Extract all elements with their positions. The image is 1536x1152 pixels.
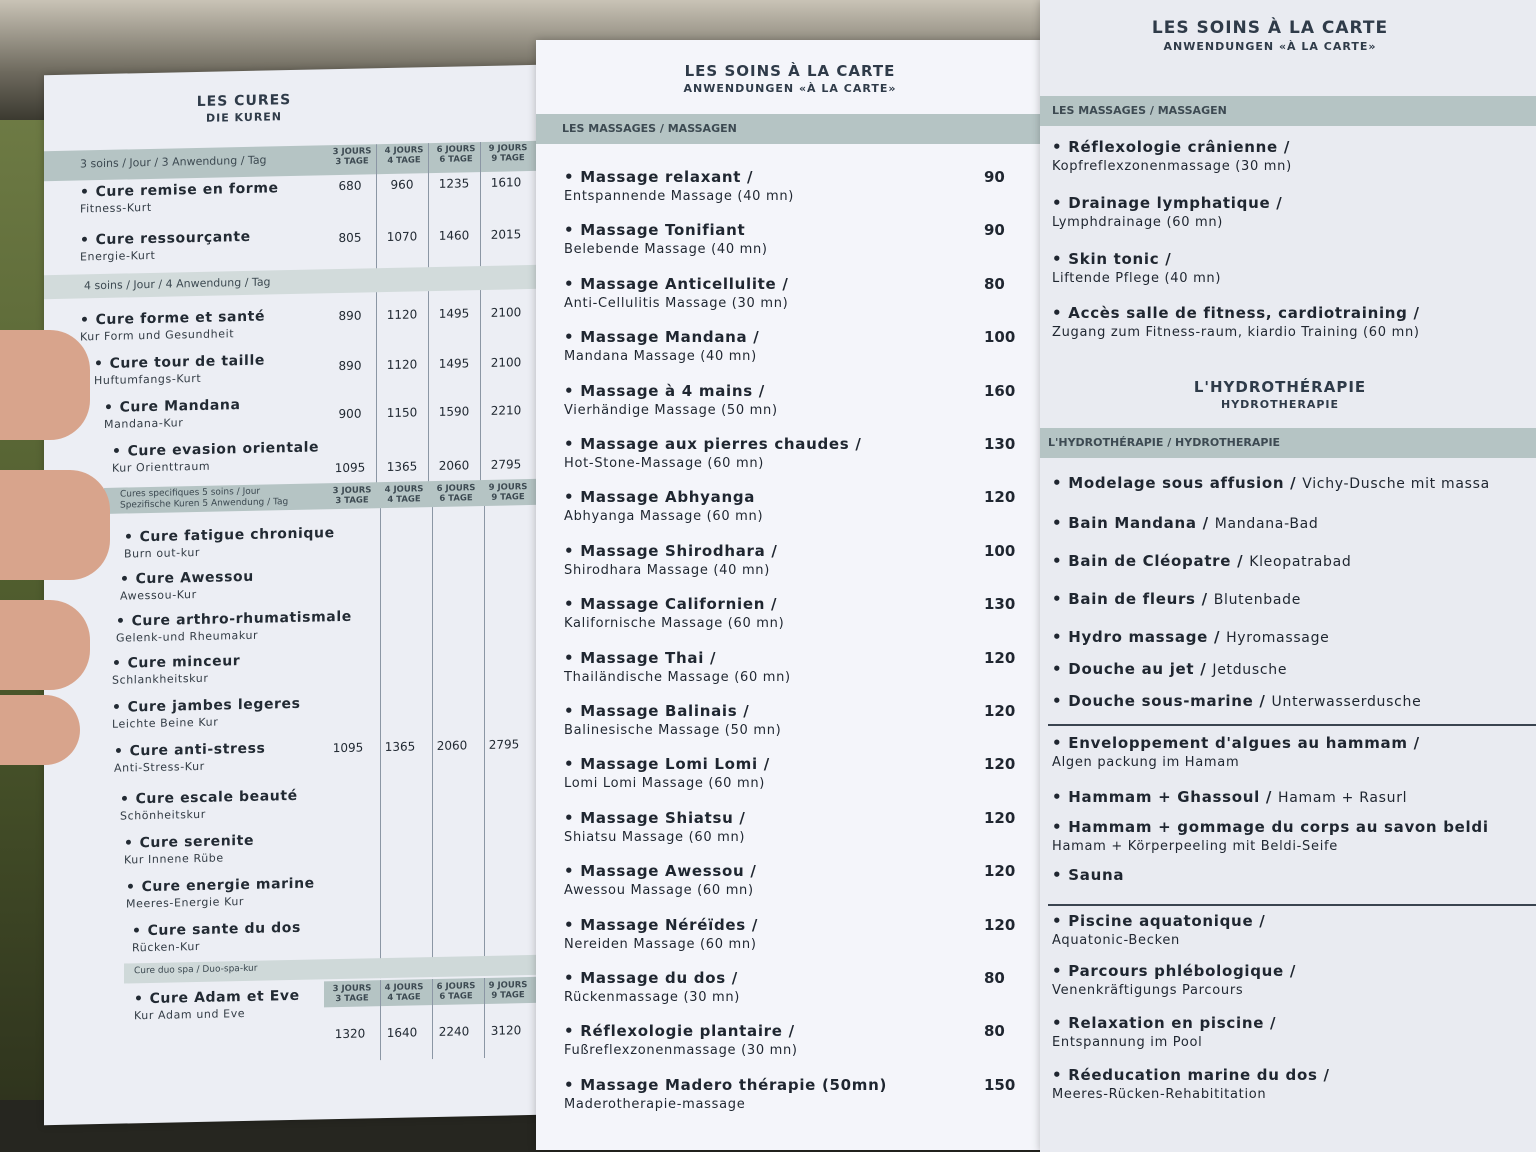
- massage-price: 120: [984, 915, 1016, 934]
- carte-panel: [536, 40, 1044, 1150]
- massage-name: • Massage Shiatsu /: [564, 809, 746, 827]
- massage-price: 120: [984, 702, 1016, 720]
- finger: [0, 600, 90, 690]
- massage-item: [564, 168, 1005, 204]
- massage-price: 120: [984, 808, 1016, 827]
- massage-item: • Accès salle de fitness, cardiotraining / Zugang zum Fitness-raum, kiardio Training (60 mn): [1052, 304, 1420, 340]
- col-9-jours: 9 JOURS 9 TAGE: [488, 143, 528, 164]
- massage-price: 80: [984, 1022, 1005, 1041]
- cures-subtitle: DIE KUREN: [205, 110, 283, 125]
- massage-item: [564, 488, 1016, 525]
- massage-item: [564, 969, 1005, 1005]
- finger: [0, 330, 90, 440]
- band-label: 3 soins / Jour / 3 Anwendung / Tag: [80, 153, 267, 171]
- massage-item: [564, 381, 1016, 418]
- massage-name: • Massage Mandana /: [564, 328, 759, 346]
- massage-subtitle: Hot-Stone-Massage (60 mn): [564, 456, 765, 471]
- massage-subtitle: Rückenmassage (30 mn): [564, 990, 741, 1005]
- day-columns: [326, 143, 534, 167]
- massage-price: 160: [984, 381, 1016, 400]
- massage-subtitle: Shiatsu Massage (60 mn): [564, 829, 746, 845]
- massage-name: • Massage Abhyanga: [564, 488, 763, 506]
- massage-item: [564, 702, 1016, 738]
- massage-item: [564, 328, 1016, 365]
- massage-subtitle: Belebende Massage (40 mn): [564, 242, 768, 258]
- cure-item: • Cure Adam et Eve Kur Adam und Eve: [134, 988, 300, 1022]
- massage-name: • Massage aux pierres chaudes /: [564, 435, 862, 453]
- col-3-jours: 3 JOURS 3 TAGE: [332, 146, 372, 168]
- hammam-item: • Sauna: [1052, 866, 1124, 884]
- massage-price: 80: [984, 274, 1005, 293]
- cure-prices: 1320 1640 2240 3120: [334, 1023, 522, 1042]
- massage-price: 130: [984, 595, 1016, 614]
- band-massages: LES MASSAGES / MASSAGEN: [536, 114, 1044, 144]
- cure-item: • Cure serenite Kur Innene Rübe: [124, 833, 254, 867]
- massage-name: • Massage Balinais /: [564, 702, 781, 720]
- carte-title: LES SOINS À LA CARTE ANWENDUNGEN «À LA CARTE»: [536, 62, 1044, 95]
- band-hydro: L'HYDROTHÉRAPIE / HYDROTHERAPIE: [1040, 428, 1536, 458]
- finger: [0, 695, 80, 765]
- cure-item: • Cure forme et santé Kur Form und Gesundheit: [80, 309, 265, 344]
- pool-item: • Parcours phlébologique / Venenkräftigungs Parcours: [1052, 962, 1296, 998]
- col-6-jours: 6 JOURS 6 TAGE: [436, 144, 476, 165]
- massage-subtitle: Vierhändige Massage (50 mn): [564, 402, 778, 418]
- massage-subtitle: Thailändische Massage (60 mn): [564, 669, 791, 685]
- massage-name: • Massage Néréïdes /: [564, 916, 758, 934]
- massage-price: 120: [984, 862, 1016, 881]
- massage-name: • Massage Californien /: [564, 595, 784, 613]
- massage-item: [564, 435, 1016, 471]
- massage-item: [564, 274, 1005, 311]
- massage-subtitle: Mandana Massage (40 mn): [564, 349, 757, 365]
- massage-item: [564, 1022, 1005, 1059]
- massage-price: 150: [984, 1075, 1016, 1094]
- cure-item: • Cure sante du dos Rücken-Kur: [132, 920, 301, 955]
- divider: [1048, 724, 1536, 726]
- massage-subtitle: Lomi Lomi Massage (60 mn): [564, 776, 766, 792]
- massage-item: [564, 595, 1016, 632]
- cure-item: • Cure Awessou Awessou-Kur: [120, 569, 254, 603]
- hydro-subtitle: HYDROTHERAPIE: [1221, 398, 1339, 411]
- band-4-soins: 4 soins / Jour / 4 Anwendung / Tag: [44, 265, 540, 299]
- right-panel: [1040, 0, 1536, 1152]
- hydro-item: • Douche au jet / Jetdusche: [1052, 660, 1287, 678]
- massage-price: 80: [984, 969, 1005, 987]
- massage-name: • Massage à 4 mains /: [564, 382, 778, 400]
- massage-subtitle: Maderotherapie-massage: [564, 1096, 746, 1112]
- band-duo-spa: Cure duo spa / Duo-spa-kur: [124, 955, 540, 984]
- massage-item: • Skin tonic / Liftende Pflege (40 mn): [1052, 250, 1221, 286]
- massage-item: [564, 808, 1016, 845]
- cure-item: • Cure fatigue chronique Burn out-kur: [124, 525, 335, 560]
- cure-prices: 890 1120 1495 2100: [338, 305, 522, 324]
- hydro-item: • Modelage sous affusion / Vichy-Dusche mit massa: [1052, 474, 1490, 492]
- cure-prices: 680 960 1235 1610: [338, 175, 522, 194]
- col-4-jours: 4 JOURS 4 TAGE: [384, 145, 424, 167]
- hydro-title: L'HYDROTHÉRAPIE HYDROTHERAPIE: [1140, 378, 1420, 411]
- massage-item: [564, 862, 1016, 899]
- massage-item: [564, 541, 1016, 578]
- massage-price: 120: [984, 648, 1016, 667]
- hydro-item: • Hydro massage / Hyromassage: [1052, 628, 1330, 646]
- massage-item: [564, 755, 1016, 792]
- band-specifiques: Cures specifiques 5 soins / Jour Spezifische Kuren 5 Anwendung / Tag 3 JOURS 3 TAGE 4 JOURS 4 TAGE 6 JOURS 6 TAGE 9 JOURS 9 TAGE: [104, 479, 540, 514]
- massage-subtitle: Anti-Cellulitis Massage (30 mn): [564, 295, 789, 311]
- cure-prices: 890 1120 1495 2100: [338, 355, 522, 374]
- band-massages-right: LES MASSAGES / MASSAGEN: [1040, 96, 1536, 126]
- band-duo-columns: 3 JOURS 3 TAGE 4 JOURS 4 TAGE 6 JOURS 6 TAGE 9 JOURS 9 TAGE: [324, 977, 540, 1008]
- divider: [1048, 904, 1536, 906]
- massage-item: • Réflexologie crânienne / Kopfreflexzonenmassage (30 mn): [1052, 138, 1292, 174]
- cure-prices-group: 1095 1365 2060 2795: [332, 737, 520, 756]
- cure-item: • Cure tour de taille Huftumfangs-Kurt: [94, 353, 265, 388]
- massage-name: • Massage Thai /: [564, 649, 791, 667]
- cures-title: LES CURES DIE KUREN: [44, 89, 444, 128]
- cure-item: • Cure arthro-rhumatismale Gelenk-und Rheumakur: [116, 609, 352, 645]
- cure-item: • Cure minceur Schlankheitskur: [112, 653, 240, 687]
- cure-item: • Cure ressourçante Energie-Kurt: [80, 229, 251, 264]
- cure-item: • Cure energie marine Meeres-Energie Kur: [126, 876, 315, 911]
- hydro-item: • Bain de fleurs / Blutenbade: [1052, 590, 1301, 608]
- band-3-soins: [44, 141, 540, 181]
- massage-price: 100: [984, 541, 1016, 560]
- massage-subtitle: Awessou Massage (60 mn): [564, 883, 754, 899]
- massage-item: [564, 915, 1016, 952]
- massage-name: • Massage Anticellulite /: [564, 275, 789, 293]
- cure-item: • Cure anti-stress Anti-Stress-Kur: [114, 741, 265, 775]
- massage-name: • Réflexologie plantaire /: [564, 1022, 798, 1040]
- hydro-item: • Bain Mandana / Mandana-Bad: [1052, 514, 1319, 532]
- massage-name: • Massage Tonifiant: [564, 221, 768, 239]
- right-subtitle: ANWENDUNGEN «À LA CARTE»: [1163, 40, 1377, 53]
- cures-panel: [44, 65, 540, 1125]
- massage-name: • Massage Madero thérapie (50mn): [564, 1076, 887, 1094]
- massage-price: 100: [984, 328, 1016, 347]
- massage-price: 90: [984, 168, 1005, 186]
- hydro-item: • Bain de Cléopatre / Kleopatrabad: [1052, 552, 1352, 570]
- massage-name: • Massage Awessou /: [564, 862, 757, 880]
- cure-item: • Cure escale beauté Schönheitskur: [120, 788, 298, 823]
- massage-subtitle: Entspannende Massage (40 mn): [564, 189, 795, 204]
- hammam-item: • Enveloppement d'algues au hammam / Algen packung im Hamam: [1052, 734, 1420, 770]
- cure-item: • Cure evasion orientale Kur Orienttraum: [112, 439, 319, 474]
- massage-subtitle: Kalifornische Massage (60 mn): [564, 616, 785, 632]
- massage-price: 120: [984, 488, 1016, 507]
- carte-subtitle: ANWENDUNGEN «À LA CARTE»: [683, 82, 897, 95]
- massage-item: [564, 1075, 1016, 1112]
- massage-subtitle: Abhyanga Massage (60 mn): [564, 509, 764, 525]
- pool-item: • Relaxation en piscine / Entspannung im Pool: [1052, 1014, 1276, 1050]
- cure-item: • Cure jambes legeres Leichte Beine Kur: [112, 696, 301, 731]
- massage-price: 130: [984, 435, 1016, 453]
- massage-subtitle: Nereiden Massage (60 mn): [564, 936, 757, 952]
- massage-item: [564, 221, 1005, 258]
- hammam-item: • Hammam + gommage du corps au savon beldi Hamam + Körperpeeling mit Beldi-Seife: [1052, 818, 1489, 854]
- massage-subtitle: Fußreflexzonenmassage (30 mn): [564, 1043, 798, 1059]
- massage-item: [564, 648, 1016, 685]
- massage-price: 120: [984, 755, 1016, 774]
- cure-prices: 805 1070 1460 2015: [338, 227, 522, 246]
- massage-name: • Massage Lomi Lomi /: [564, 755, 770, 773]
- hammam-item: • Hammam + Ghassoul / Hamam + Rasurl: [1052, 788, 1407, 806]
- massage-item: • Drainage lymphatique / Lymphdrainage (60 mn): [1052, 194, 1282, 230]
- massage-subtitle: Shirodhara Massage (40 mn): [564, 562, 771, 578]
- massage-name: • Massage du dos /: [564, 969, 740, 987]
- right-title: LES SOINS À LA CARTE ANWENDUNGEN «À LA CARTE»: [1120, 18, 1420, 53]
- cure-prices: 900 1150 1590 2210: [338, 403, 522, 422]
- cure-prices: 1095 1365 2060 2795: [334, 457, 522, 476]
- cure-item: • Cure Mandana Mandana-Kur: [104, 397, 241, 431]
- massage-name: • Massage Shirodhara /: [564, 542, 778, 560]
- massage-name: • Massage relaxant /: [564, 168, 794, 186]
- hydro-item: • Douche sous-marine / Unterwasserdusche: [1052, 692, 1421, 710]
- cure-item: • Cure remise en forme Fitness-Kurt: [80, 180, 279, 215]
- pool-item: • Réeducation marine du dos / Meeres-Rücken-Rehabititation: [1052, 1066, 1330, 1102]
- massage-price: 90: [984, 221, 1005, 240]
- thumb: [0, 470, 110, 580]
- massage-subtitle: Balinesische Massage (50 mn): [564, 723, 782, 738]
- pool-item: • Piscine aquatonique / Aquatonic-Becken: [1052, 912, 1265, 948]
